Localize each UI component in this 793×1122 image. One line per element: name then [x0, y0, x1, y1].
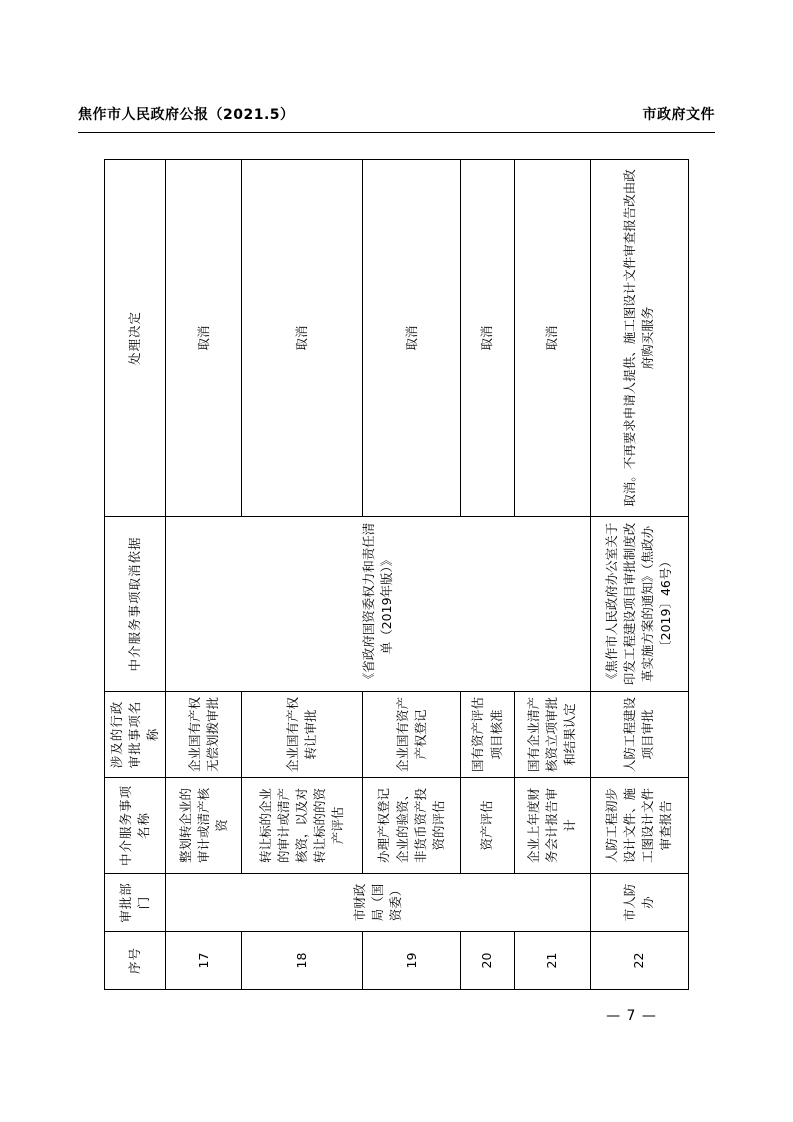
- cell-no: 18: [242, 932, 363, 990]
- page-header: [78, 104, 715, 124]
- column-header-item: 中介服务事项名称: [105, 778, 166, 874]
- cell-item: 整划转企业的审计或清产核资: [166, 778, 242, 874]
- cell-basis: 《省政府国资委权力和责任清单（2019年版）》: [166, 517, 590, 692]
- column-header-basis: 中介服务事项取消依据: [105, 517, 166, 692]
- cell-result: 取消。不再要求申请人提供、施工图设计文件审查报告改由政府购买服务: [590, 160, 688, 517]
- cell-item: 资产评估: [461, 778, 514, 874]
- table-row: [166, 160, 242, 990]
- cell-item: 人防工程初步设计文件、施工图设计文件审查报告: [590, 778, 688, 874]
- cell-no: 19: [362, 932, 460, 990]
- table-header-row: [105, 160, 166, 990]
- cell-no: 21: [514, 932, 590, 990]
- cell-result: 取消: [362, 160, 460, 517]
- cell-admin: 国有企业清产核资立项审批和结果认定: [514, 692, 590, 778]
- data-table: [104, 159, 689, 990]
- cell-admin: 企业国有产权转让审批: [242, 692, 363, 778]
- table-region: [104, 160, 689, 990]
- header-publication-title: 焦作市人民政府公报（2021.5）: [78, 107, 295, 123]
- cell-dept: 市人防办: [590, 874, 688, 932]
- cell-basis: 《焦作市人民政府办公室关于印发工程建设项目审批制度改革实施方案的通知》（焦政办〔2019〕46号）: [590, 517, 688, 692]
- cell-item: 办理产权登记企业的验资、非货币资产投资的评估: [362, 778, 460, 874]
- cell-item: 企业上年度财务会计报告审计: [514, 778, 590, 874]
- cell-admin: 人防工程建设项目审批: [590, 692, 688, 778]
- cell-result: 取消: [242, 160, 363, 517]
- cell-no: 17: [166, 932, 242, 990]
- page-footer: [0, 1008, 793, 1024]
- column-header-dept: 审批部门: [105, 874, 166, 932]
- cell-no: 20: [461, 932, 514, 990]
- column-header-result: 处理决定: [105, 160, 166, 517]
- cell-no: 22: [590, 932, 688, 990]
- cell-dept: 市财政局（国资委）: [166, 874, 590, 932]
- cell-admin: 国有资产评估项目核准: [461, 692, 514, 778]
- header-section-title: 市政府文件: [642, 107, 715, 123]
- cell-result: 取消: [461, 160, 514, 517]
- cell-admin: 企业国有产权无偿划拨审批: [166, 692, 242, 778]
- table-row: [590, 160, 688, 990]
- header-divider: [78, 132, 715, 133]
- column-header-no: 序号: [105, 932, 166, 990]
- cell-result: 取消: [514, 160, 590, 517]
- column-header-admin: 涉及的行政审批事项名称: [105, 692, 166, 778]
- cell-result: 取消: [166, 160, 242, 517]
- cell-item: 转让标的企业的审计或清产核资，以及对转让标的的资产评估: [242, 778, 363, 874]
- cell-admin: 企业国有资产产权登记: [362, 692, 460, 778]
- page-number: — 7 —: [606, 1008, 657, 1024]
